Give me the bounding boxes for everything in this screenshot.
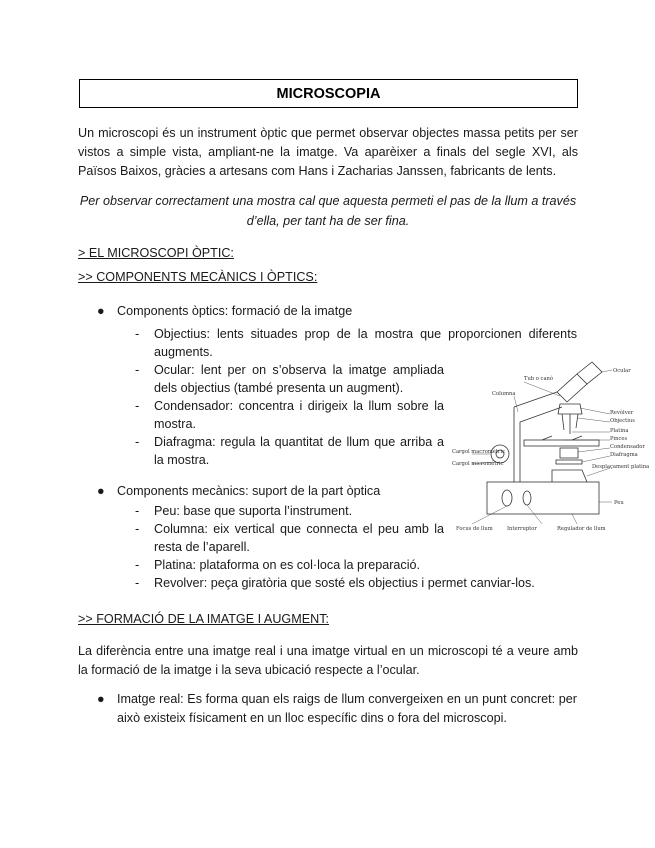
condenser-shape <box>560 448 578 458</box>
intro-paragraph: Un microscopi és un instrument òptic que permet observar objectes massa petits per ser vistos a simple vista, ampliant-ne la imatge. Va aparèixer a finals del segle XVI, als Països Baixos, gràcies a artesans com Hans i Zacharias Janssen, fabricants de lents. <box>78 126 578 178</box>
real-image-text: Imatge real: Es forma quan els raigs de llum convergeixen en un punt concret: per això existeix físicament en un lloc específic dins o fora del microscopi. <box>117 692 577 725</box>
list-item <box>135 361 444 397</box>
light-source-shape <box>502 490 512 506</box>
base-shape <box>487 482 599 514</box>
label-condenser: Condensador <box>610 444 645 450</box>
optics-heading: Components òptics: formació de la imatge <box>117 304 353 318</box>
list-item <box>135 520 444 556</box>
page-title: MICROSCOPIA <box>79 79 578 108</box>
list-item-text: Revolver: peça giratòria que sosté els objectius i permet canviar-los. <box>154 576 535 590</box>
label-fine-knob: Cargol micromètric <box>452 461 504 467</box>
list-item-text: Columna: eix vertical que connecta el peu amb la resta de l’aparell. <box>154 522 444 554</box>
label-tube: Tub o canó <box>524 376 554 382</box>
label-stage-mover: Desplaçament platina <box>592 464 650 470</box>
dash-marker: - <box>135 504 140 518</box>
list-item <box>135 502 444 520</box>
optics-bullet <box>97 302 577 321</box>
column-shape <box>514 392 562 482</box>
revolver-shape <box>558 404 582 414</box>
section-heading-components: >> COMPONENTS MECÀNICS I ÒPTICS: <box>78 270 318 284</box>
dash-marker: - <box>135 327 140 341</box>
label-coarse-knob: Cargol macromètric <box>452 449 505 455</box>
list-item <box>135 397 444 433</box>
list-item-text: Diafragma: regula la quantitat de llum que arriba a la mostra. <box>154 435 444 467</box>
list-item-text: Ocular: lent per on s’observa la imatge ampliada dels objectius (també presenta un augment). <box>154 363 444 395</box>
dash-marker: - <box>135 558 140 572</box>
microscope-diagram <box>452 352 650 537</box>
label-stage: Platina <box>610 428 629 434</box>
dash-marker: - <box>135 363 140 377</box>
list-item-text: Peu: base que suporta l’instrument. <box>154 504 353 518</box>
image-formation-paragraph: La diferència entre una imatge real i una imatge virtual en un microscopi té a veure amb la formació de la imatge i la seva ubicació respecte a l’ocular. <box>78 644 578 677</box>
dash-marker: - <box>135 522 140 536</box>
label-light: Focus de llum <box>456 526 493 532</box>
bullet-dot: ● <box>97 304 105 318</box>
lamp-housing-shape <box>552 470 587 482</box>
ocular-shape <box>577 362 602 384</box>
label-objectives: Objectius <box>610 418 635 424</box>
label-column: Columna <box>492 391 516 397</box>
tube-shape <box>557 374 587 402</box>
stage-shape <box>524 440 599 446</box>
section-heading-image-formation: >> FORMACIÓ DE LA IMATGE I AUGMENT: <box>78 612 329 626</box>
objectives-shape <box>562 414 578 434</box>
note-paragraph: Per observar correctament una mostra cal que aquesta permeti el pas de la llum a través d’ella, per tant ha de ser fina. <box>79 194 577 228</box>
dash-marker: - <box>135 399 140 413</box>
label-intensity: Regulador de llum <box>557 526 606 532</box>
list-item-text: Condensador: concentra i dirigeix la llum sobre la mostra. <box>154 399 444 431</box>
list-item <box>135 556 577 574</box>
section-heading-optic-microscope: > EL MICROSCOPI ÒPTIC: <box>78 246 234 260</box>
label-switch: Interruptor <box>507 526 537 532</box>
label-revolver: Revòlver <box>610 410 634 416</box>
bullet-dot: ● <box>97 692 105 706</box>
list-item <box>135 433 444 469</box>
list-item-text: Objectius: lents situades prop de la mostra que proporcionen diferents augments. <box>154 327 577 359</box>
switch-shape <box>523 491 531 505</box>
list-item-text: Platina: plataforma on es col·loca la preparació. <box>154 558 421 572</box>
label-base: Peu <box>614 500 624 506</box>
diaphragm-shape <box>556 460 582 464</box>
clips-shape <box>542 436 582 440</box>
list-item <box>135 574 577 592</box>
mechanics-heading: Components mecànics: suport de la part òptica <box>117 484 381 498</box>
label-ocular: Ocular <box>613 368 631 374</box>
real-image-bullet <box>97 690 577 728</box>
label-clips: Pinces <box>610 436 628 442</box>
bullet-dot: ● <box>97 484 105 498</box>
dash-marker: - <box>135 576 140 590</box>
dash-marker: - <box>135 435 140 449</box>
label-diaphragm: Diafragma <box>610 452 638 458</box>
